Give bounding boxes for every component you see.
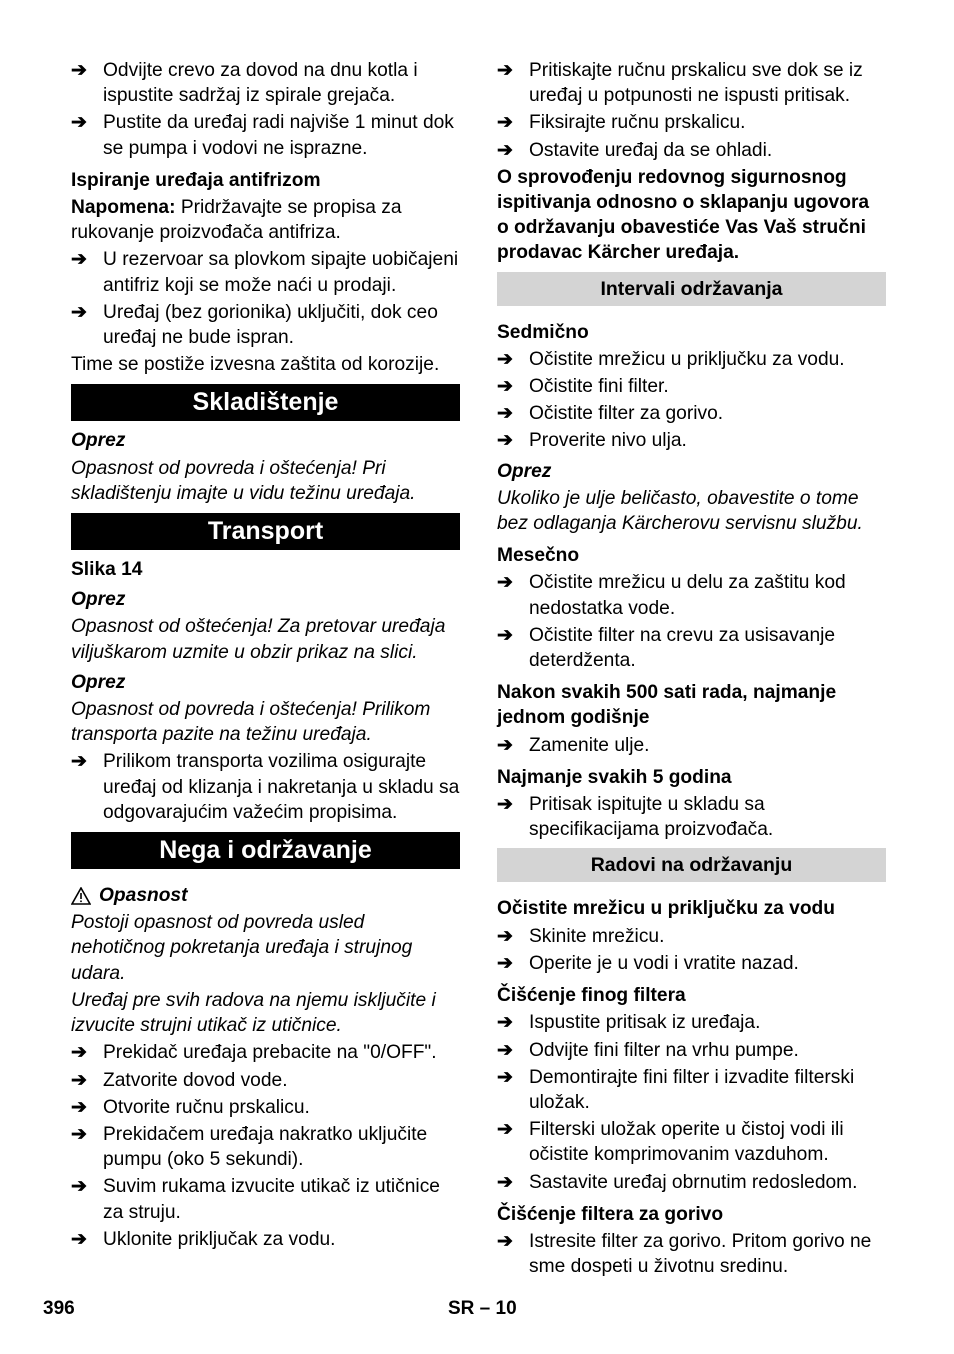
danger-text: Uređaj pre svih radova na njemu isključite i izvucite strujni utikač iz utičnice. [71,989,436,1037]
list-item: ➔ Očistite mrežicu u delu za zaštitu kod nedostatka vode. [497,572,846,619]
note-label: Napomena: [71,197,176,219]
arrow-icon: ➔ [71,751,87,773]
list-item: ➔ Pritisak ispitujte u skladu sa specifikacijama proizvođača. [497,794,774,841]
arrow-icon: ➔ [497,572,513,594]
caution-label: Oprez [71,589,126,611]
arrow-icon: ➔ [497,1066,513,1088]
list-item: ➔ Skinite mrežicu. [529,924,886,949]
list-item: ➔ Odvijte crevo za dovod na dnu kotla i ispustite sadržaj iz spirale grejača. [71,60,418,107]
arrow-icon: ➔ [71,60,87,81]
subheading: Mesečno [497,545,580,567]
paragraph: Time se postiže izvesna zaštita od korozije. [71,354,440,376]
subheading: Nakon svakih 500 sati rada, najmanje jednom godišnje [497,682,837,729]
arrow-icon: ➔ [497,348,513,370]
subheading: Sedmično [497,321,589,343]
section-heading-transport: Transport [71,513,460,550]
arrow-icon: ➔ [71,1042,87,1064]
arrow-icon: ➔ [497,952,513,974]
danger-heading: Opasnost [71,883,460,908]
figure-reference: Slika 14 [71,559,143,581]
list-item: ➔ Demontirajte fini filter i izvadite filterski uložak. [497,1066,855,1113]
list-item: ➔ Očistite fini filter. [529,374,886,399]
list-item: ➔ Očistite filter na crevu za usisavanje deterdženta. [497,624,836,672]
arrow-icon: ➔ [71,249,87,271]
bold-paragraph: O sprovođenju redovnog sigurnosnog ispitivanja odnosno o sklapanju ugovora o održavanju obavestiće Vas Vaš stručni prodavac Kärcher uređaja. [497,166,870,264]
list-item: ➔ Suvim rukama izvucite utikač iz utičnice za struju. [71,1176,440,1223]
arrow-icon: ➔ [497,1171,513,1193]
list-item: ➔ Otvorite ručnu prskalicu. [103,1095,460,1120]
subheading: Najmanje svakih 5 godina [497,766,732,788]
arrow-icon: ➔ [497,112,513,134]
arrow-icon: ➔ [71,1096,87,1118]
section-heading-radovi: Radovi na održavanju [497,848,886,882]
arrow-icon: ➔ [71,1228,87,1250]
subheading: Čišćenje filtera za gorivo [497,1203,724,1225]
caution-label: Oprez [71,430,126,452]
list-item: ➔ Operite je u vodi i vratite nazad. [529,951,886,976]
page-number: 396 [43,1298,75,1319]
list-item: ➔ Sastavite uređaj obrnutim redosledom. [529,1170,886,1195]
arrow-icon: ➔ [497,139,513,161]
section-heading-intervali: Intervali održavanja [497,272,886,306]
arrow-icon: ➔ [71,301,87,323]
arrow-icon: ➔ [71,112,87,134]
caution-text: Opasnost od povreda i oštećenja! Prilikom transporta pazite na težinu uređaja. [71,699,431,746]
list-item: ➔ Pritiskajte ručnu prskalicu sve dok se iz uređaj u potpunosti ne ispusti pritisak. [497,60,863,107]
caution-text: Opasnost od oštećenja! Za pretovar uređaja viljuškarom uzmite u obzir prikaz na slici. [71,616,446,663]
list-item: ➔ Prekidač uređaja prebacite na "0/OFF". [103,1040,460,1065]
arrow-icon: ➔ [497,1039,513,1061]
arrow-icon: ➔ [497,430,513,452]
list-item: ➔ Zamenite ulje. [529,733,886,758]
arrow-icon: ➔ [497,1119,513,1141]
arrow-icon: ➔ [497,794,513,816]
list-item: ➔ Pustite da uređaj radi najviše 1 minut dok se pumpa i vodovi ne isprazne. [71,112,454,159]
list-item: ➔ Filterski uložak operite u čistoj vodi ili očistite komprimovanim vazduhom. [497,1119,844,1166]
list-item: ➔ Prilikom transporta vozilima osigurajte uređaj od klizanja i nakretanja u skladu sa odgovarajućim važećim propisima. [71,751,460,823]
subheading: Očistite mrežicu u priključku za vodu [497,898,836,920]
arrow-icon: ➔ [497,1230,513,1252]
list-item: ➔ Ostavite uređaj da se ohladi. [529,138,886,163]
left-column [71,58,460,1254]
caution-label: Oprez [71,671,126,693]
list-item: ➔ U rezervoar sa plovkom sipajte uobičajeni antifriz koji se može naći u prodaji. [71,249,459,296]
list-item: ➔ Uređaj (bez gorionika) uključiti, dok ceo uređaj ne bude ispran. [71,301,438,349]
arrow-icon: ➔ [71,1176,87,1198]
arrow-icon: ➔ [497,1012,513,1034]
arrow-icon: ➔ [71,1123,87,1145]
section-heading-nega: Nega i održavanje [71,832,460,869]
list-item: ➔ Uklonite priključak za vodu. [103,1227,460,1252]
arrow-icon: ➔ [497,624,513,646]
caution-text: Ukoliko je ulje beličasto, obavestite o tome bez odlaganja Kärcherovu servisnu službu. [497,487,863,535]
subheading: Čišćenje finog filtera [497,985,686,1007]
list-item: ➔ Odvijte fini filter na vrhu pumpe. [529,1038,886,1063]
list-item: ➔ Prekidačem uređaja nakratko uključite pumpu (oko 5 sekundi). [71,1123,428,1171]
arrow-icon: ➔ [497,925,513,947]
page-code: SR – 10 [448,1298,517,1319]
arrow-icon: ➔ [497,403,513,425]
list-item: ➔ Proverite nivo ulja. [529,428,886,453]
arrow-icon: ➔ [71,1069,87,1091]
list-item: ➔ Fiksirajte ručnu prskalicu. [529,110,886,135]
arrow-icon: ➔ [497,60,513,81]
list-item: ➔ Očistite filter za gorivo. [529,401,886,426]
list-item: ➔ Zatvorite dovod vode. [103,1068,460,1093]
list-item: ➔ Ispustite pritisak iz uređaja. [529,1010,886,1035]
section-heading-skladistenje: Skladištenje [71,384,460,421]
list-item: ➔ Istresite filter za gorivo. Pritom gorivo ne sme dospeti u životnu sredinu. [497,1230,872,1278]
danger-text: Postoji opasnost od povreda usled nehotičnog pokretanja uređaja i strujnog udara. [71,912,413,984]
right-column [497,58,886,1281]
warning-triangle-icon [71,887,91,905]
list-item: ➔ Očistite mrežicu u priključku za vodu. [529,347,886,372]
caution-text: Opasnost od povreda i oštećenja! Pri skladištenju imajte u vidu težinu uređaja. [71,457,416,504]
caution-label: Oprez [497,460,552,482]
subheading: Ispiranje uređaja antifrizom [71,169,321,191]
note-paragraph: Napomena: Pridržavajte se propisa za rukovanje proizvođača antifriza. [71,197,402,244]
arrow-icon: ➔ [497,376,513,398]
arrow-icon: ➔ [497,734,513,756]
